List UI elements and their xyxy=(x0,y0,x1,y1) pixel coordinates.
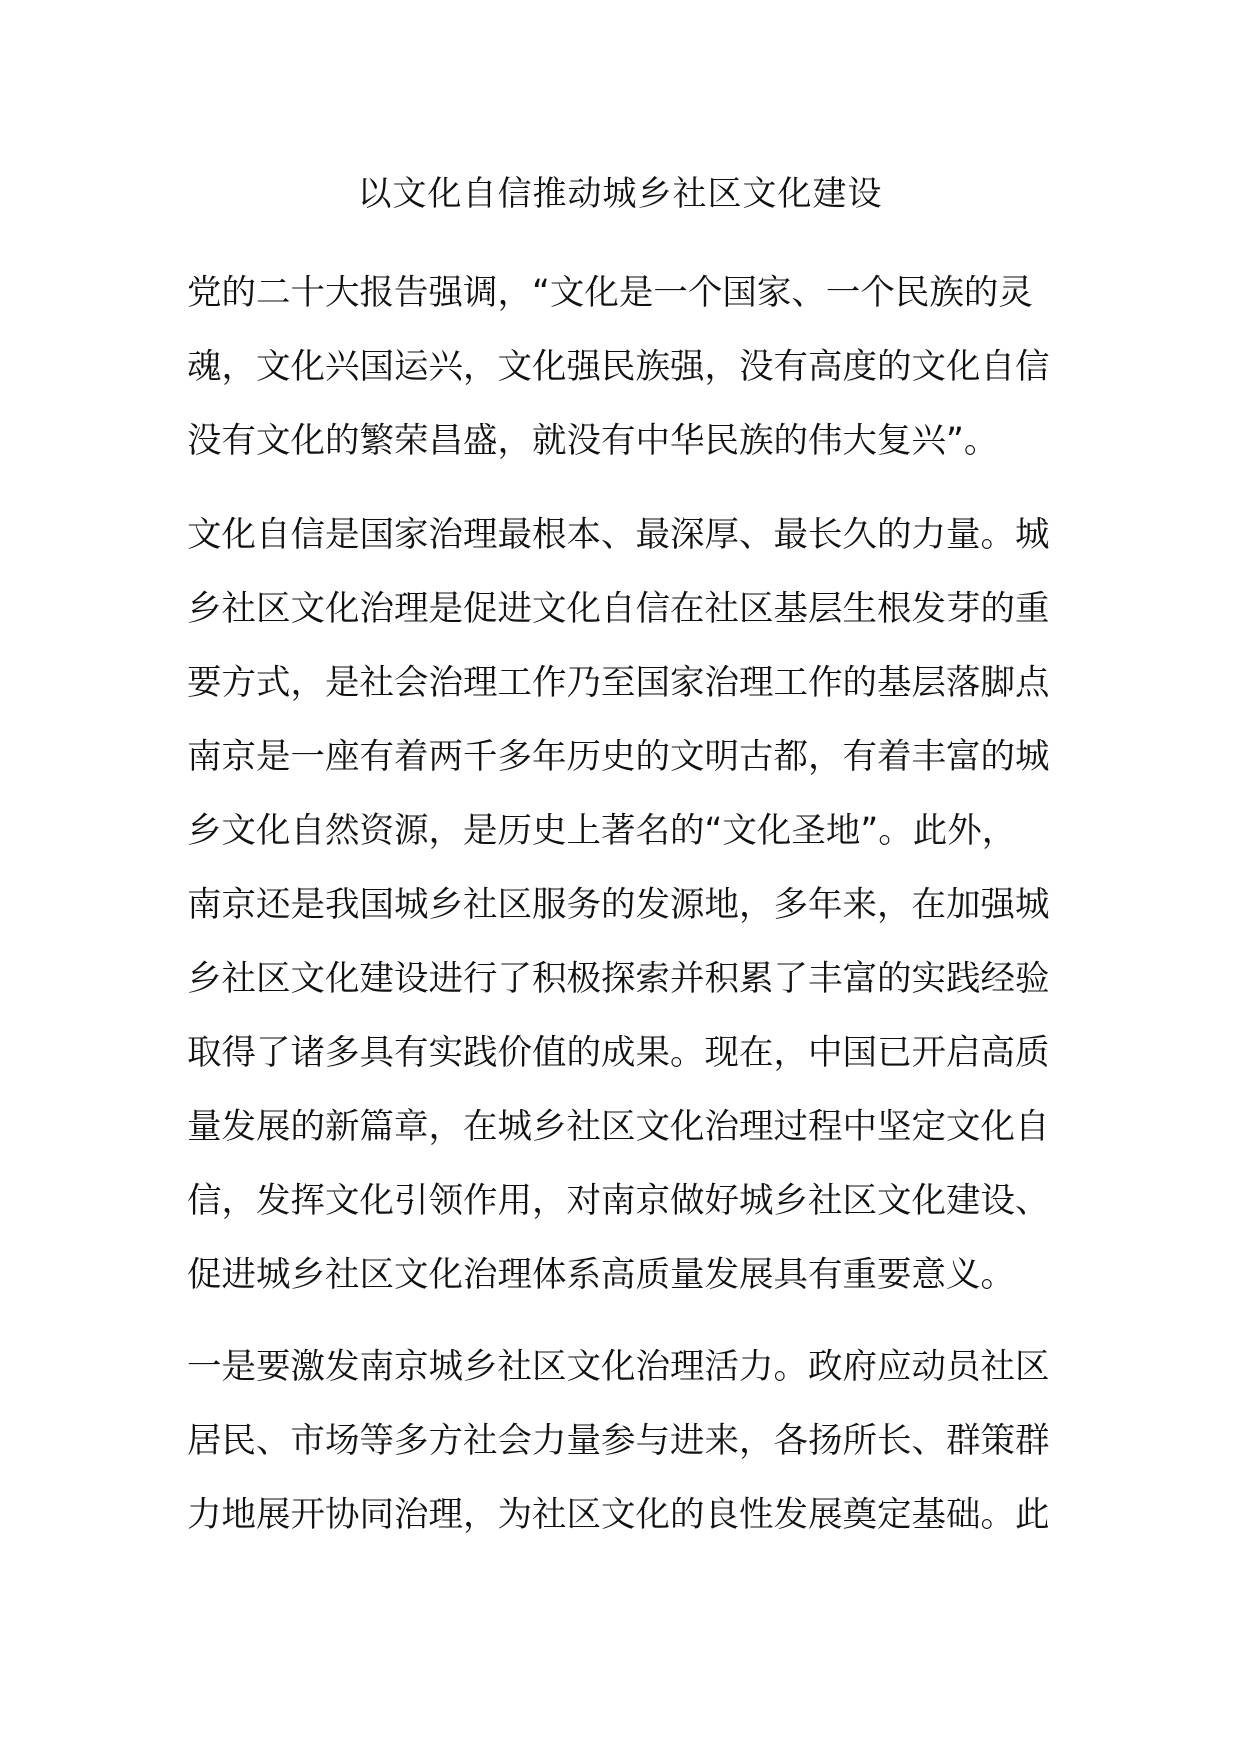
text-line: 没有文化的繁荣昌盛，就没有中华民族的伟大复兴”。 xyxy=(187,421,999,461)
text-line: 南京是一座有着两千多年历史的文明古都，有着丰富的城 xyxy=(187,737,1050,777)
text-line: 南京还是我国城乡社区服务的发源地，多年来，在加强城 xyxy=(187,885,1050,925)
text-line: 信，发挥文化引领作用，对南京做好城乡社区文化建设、 xyxy=(187,1181,1050,1221)
text-line: 乡社区文化建设进行了积极探索并积累了丰富的实践经验 xyxy=(187,959,1050,999)
text-line: 文化自信是国家治理最根本、最深厚、最长久的力量。城 xyxy=(187,515,1050,555)
text-line: 要方式，是社会治理工作乃至国家治理工作的基层落脚点 xyxy=(187,663,1050,703)
text-line: 促进城乡社区文化治理体系高质量发展具有重要意义。 xyxy=(187,1255,1015,1295)
text-line: 乡文化自然资源，是历史上著名的“文化圣地”。此外， xyxy=(187,811,1017,851)
text-line: 乡社区文化治理是促进文化自信在社区基层生根发芽的重 xyxy=(187,589,1050,629)
paragraph-3 xyxy=(187,1330,1067,1552)
paragraph-2 xyxy=(187,498,1067,1312)
paragraph-1 xyxy=(187,256,1067,478)
text-line: 居民、市场等多方社会力量参与进来，各扬所长、群策群 xyxy=(187,1421,1050,1461)
text-line: 魂，文化兴国运兴，文化强民族强，没有高度的文化自信 xyxy=(187,347,1050,387)
text-line: 取得了诸多具有实践价值的成果。现在，中国已开启高质 xyxy=(187,1033,1050,1073)
document-title: 以文化自信推动城乡社区文化建设 xyxy=(357,174,883,214)
text-line: 一是要激发南京城乡社区文化治理活力。政府应动员社区 xyxy=(187,1347,1050,1387)
text-line: 力地展开协同治理，为社区文化的良性发展奠定基础。此 xyxy=(187,1495,1050,1535)
text-line: 党的二十大报告强调，“文化是一个国家、一个民族的灵 xyxy=(187,273,1033,313)
text-line: 量发展的新篇章，在城乡社区文化治理过程中坚定文化自 xyxy=(187,1107,1050,1147)
